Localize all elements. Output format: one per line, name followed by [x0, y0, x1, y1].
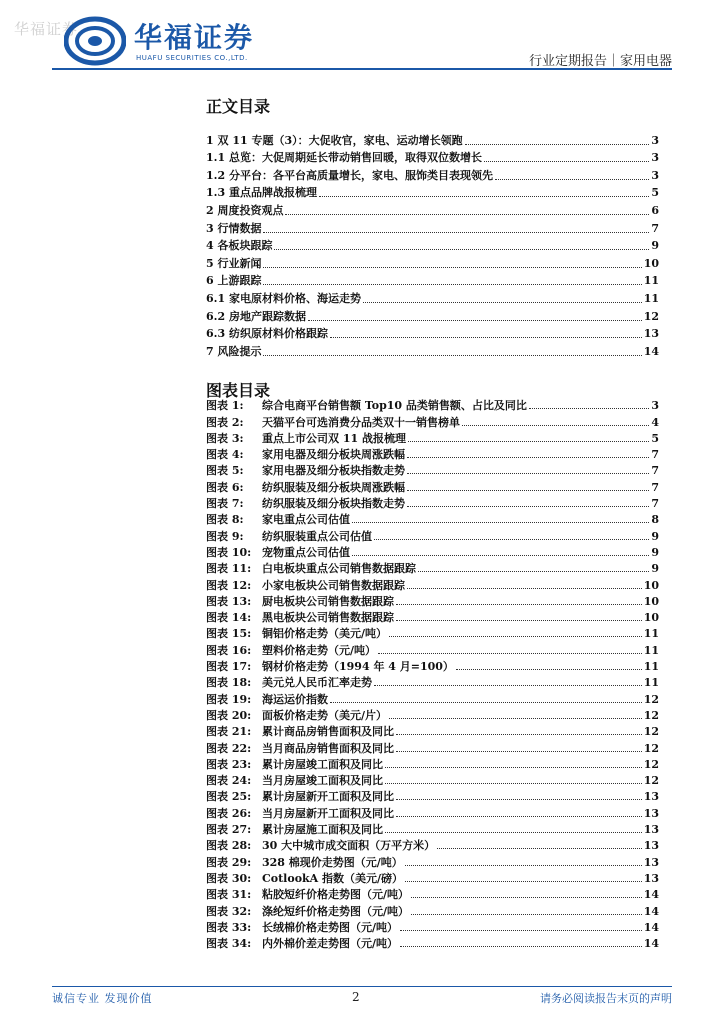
figure-entry[interactable] [206, 836, 659, 852]
footer-slogan: 诚信专业 发现价值 [52, 992, 153, 1005]
figure-entry-page: 11 [643, 627, 659, 641]
figure-entry[interactable] [206, 755, 659, 771]
figure-entry-page: 8 [651, 513, 659, 527]
figure-leader-dots [396, 816, 642, 817]
figure-entry[interactable] [206, 803, 659, 819]
toc-entry-page: 6 [651, 203, 659, 217]
toc-leader-dots [263, 232, 649, 233]
figure-entry[interactable] [206, 575, 659, 591]
figure-entry-text: 综合电商平台销售额 Top10 品类销售额、占比及同比 [262, 399, 527, 413]
figure-entry[interactable] [206, 429, 659, 445]
figure-entry-page: 11 [643, 660, 659, 674]
figure-entry-label: 图表 12: [206, 578, 252, 592]
figure-entry-label: 图表 2: [206, 415, 244, 429]
figure-entry-label: 图表 33: [206, 920, 252, 934]
toc-entry-page: 12 [643, 309, 659, 323]
figure-entry[interactable] [206, 869, 659, 885]
figure-entry-text: CotlookA 指数（美元/磅） [262, 871, 404, 885]
figure-entry-text: 累计房屋竣工面积及同比 [262, 757, 383, 771]
figure-entry[interactable] [206, 738, 659, 754]
figure-entry-page: 4 [651, 415, 659, 429]
figure-entry-label: 图表 30: [206, 871, 252, 885]
figure-entry[interactable] [206, 445, 659, 461]
figure-entry-text: 328 棉现价走势图（元/吨） [262, 855, 403, 869]
figure-entry-label: 图表 26: [206, 806, 252, 820]
figure-leader-dots [407, 588, 642, 589]
footer-divider [52, 986, 672, 987]
figure-leader-dots [396, 799, 642, 800]
figure-entry-text: 30 大中城市成交面积（万平方米） [262, 839, 436, 853]
figure-leader-dots [400, 930, 642, 931]
toc-entry-text: 7 风险提示 [206, 344, 262, 358]
toc-leader-dots [363, 302, 642, 303]
header-divider [52, 68, 672, 70]
figure-entry-page: 12 [643, 725, 659, 739]
figure-entry-page: 13 [643, 855, 659, 869]
figure-entry[interactable] [206, 526, 659, 542]
figure-leader-dots [396, 734, 642, 735]
figure-entry-label: 图表 29: [206, 855, 252, 869]
figure-leader-dots [405, 881, 642, 882]
figure-leader-dots [462, 425, 649, 426]
figure-entry-label: 图表 23: [206, 757, 252, 771]
figure-entry-label: 图表 11: [206, 562, 252, 576]
figure-entry[interactable] [206, 543, 659, 559]
figure-leader-dots [385, 832, 642, 833]
toc-entry-page: 11 [643, 291, 659, 305]
figure-entry[interactable] [206, 510, 659, 526]
figure-leader-dots [378, 653, 642, 654]
figure-entry-page: 9 [651, 529, 659, 543]
figure-entry-page: 12 [643, 692, 659, 706]
figure-entry-page: 7 [651, 497, 659, 511]
figure-entry-text: 家电重点公司估值 [262, 513, 350, 527]
figure-entry[interactable] [206, 722, 659, 738]
figure-entry[interactable] [206, 820, 659, 836]
figure-entry-text: 当月房屋竣工面积及同比 [262, 774, 383, 788]
figure-entry[interactable] [206, 934, 659, 950]
figure-entry[interactable] [206, 787, 659, 803]
toc-entry[interactable] [206, 218, 659, 236]
figure-entry-text: 当月商品房销售面积及同比 [262, 741, 394, 755]
figure-leader-dots [456, 669, 642, 670]
figure-entry-label: 图表 21: [206, 725, 252, 739]
figure-entry-label: 图表 18: [206, 676, 252, 690]
toc-entry[interactable] [206, 165, 659, 183]
toc-leader-dots [484, 161, 649, 162]
figure-entry-page: 13 [643, 839, 659, 853]
watermark-text: 华福证券 [14, 20, 79, 38]
figure-entry-page: 12 [643, 757, 659, 771]
toc-entry-text: 1.1 总览：大促周期延长带动销售回暖，取得双位数增长 [206, 151, 482, 165]
figure-entry-label: 图表 9: [206, 529, 244, 543]
figure-leader-dots [418, 571, 649, 572]
figure-leader-dots [374, 685, 642, 686]
logo-swirl-icon [64, 16, 126, 66]
toc-entry-text: 6.1 家电原材料价格、海运走势 [206, 291, 361, 305]
toc-entry-text: 2 周度投资观点 [206, 203, 284, 217]
figure-entry-text: 美元兑人民币汇率走势 [262, 676, 372, 690]
figure-entry[interactable] [206, 592, 659, 608]
figure-entry-page: 13 [643, 823, 659, 837]
figure-entry-label: 图表 10: [206, 545, 252, 559]
figure-leader-dots [396, 620, 642, 621]
figure-entry[interactable] [206, 852, 659, 868]
figure-entry[interactable] [206, 608, 659, 624]
page-number: 2 [352, 990, 360, 1004]
figure-entry-text: 小家电板块公司销售数据跟踪 [262, 578, 405, 592]
figure-entry-page: 12 [643, 774, 659, 788]
toc-leader-dots [274, 249, 649, 250]
figure-entry[interactable] [206, 412, 659, 428]
figure-entry-label: 图表 14: [206, 611, 252, 625]
figure-leader-dots [529, 408, 649, 409]
figure-entry[interactable] [206, 657, 659, 673]
figure-entry-label: 图表 24: [206, 774, 252, 788]
toc-entry-page: 14 [643, 344, 659, 358]
figure-entry-page: 5 [651, 431, 659, 445]
figure-entry-label: 图表 5: [206, 464, 244, 478]
footer-disclaimer: 请务必阅读报告末页的声明 [540, 992, 672, 1005]
figure-entry-text: 黑电板块公司销售数据跟踪 [262, 611, 394, 625]
figure-entry[interactable] [206, 673, 659, 689]
figure-entry[interactable] [206, 640, 659, 656]
figure-entry-label: 图表 17: [206, 660, 252, 674]
figure-entry-page: 11 [643, 643, 659, 657]
toc-entry-text: 4 各板块跟踪 [206, 239, 273, 253]
figure-entry-label: 图表 3: [206, 431, 244, 445]
figures-title: 图表目录 [206, 381, 271, 400]
figure-entry[interactable] [206, 477, 659, 493]
logo-english-name: HUAFU SECURITIES CO.,LTD. [136, 54, 248, 62]
figure-entry[interactable] [206, 706, 659, 722]
figure-entry-text: 涤纶短纤价格走势图（元/吨） [262, 904, 410, 918]
figure-entry-label: 图表 15: [206, 627, 252, 641]
figure-leader-dots [411, 914, 642, 915]
figure-leader-dots [352, 555, 649, 556]
toc-entry[interactable] [206, 306, 659, 324]
figure-entry-text: 宠物重点公司估值 [262, 545, 350, 559]
toc-title: 正文目录 [206, 97, 271, 116]
figure-entry-page: 12 [643, 741, 659, 755]
figure-leader-dots [396, 604, 642, 605]
figure-entry-text: 粘胶短纤价格走势图（元/吨） [262, 888, 410, 902]
toc-entry-text: 1.3 重点品牌战报梳理 [206, 186, 317, 200]
figure-entry-label: 图表 20: [206, 708, 252, 722]
toc-entry[interactable] [206, 200, 659, 218]
figure-entry-page: 14 [643, 937, 659, 951]
figure-leader-dots [437, 848, 642, 849]
figure-entry-page: 14 [643, 920, 659, 934]
figure-entry-label: 图表 31: [206, 888, 252, 902]
figure-entry-page: 9 [651, 562, 659, 576]
figure-entry[interactable] [206, 918, 659, 934]
toc-leader-dots [308, 320, 642, 321]
toc-entry-text: 6.2 房地产跟踪数据 [206, 309, 306, 323]
figure-entry-label: 图表 7: [206, 497, 244, 511]
figure-entry[interactable] [206, 885, 659, 901]
figure-entry-text: 纺织服装及细分板块指数走势 [262, 497, 405, 511]
toc-entry-text: 3 行情数据 [206, 221, 262, 235]
figure-leader-dots [407, 490, 649, 491]
toc-leader-dots [263, 284, 641, 285]
toc-entry-page: 7 [651, 221, 659, 235]
toc-entry-page: 11 [643, 274, 659, 288]
toc-entry[interactable] [206, 236, 659, 254]
toc-entry-text: 6.3 纺织原材料价格跟踪 [206, 327, 328, 341]
toc-entry-page: 5 [651, 186, 659, 200]
figure-entry-text: 累计房屋新开工面积及同比 [262, 790, 394, 804]
figure-leader-dots [407, 473, 649, 474]
figure-entry-text: 当月房屋新开工面积及同比 [262, 806, 394, 820]
figure-entry-page: 7 [651, 480, 659, 494]
figure-entry[interactable] [206, 494, 659, 510]
figure-entry-label: 图表 13: [206, 594, 252, 608]
figure-leader-dots [389, 636, 642, 637]
figure-entry-label: 图表 27: [206, 823, 252, 837]
figure-entry-label: 图表 1: [206, 399, 244, 413]
figure-entry[interactable] [206, 771, 659, 787]
figure-entry[interactable] [206, 559, 659, 575]
toc-entry[interactable] [206, 183, 659, 201]
figure-entry-text: 天猫平台可选消费分品类双十一销售榜单 [262, 415, 460, 429]
toc-entry[interactable] [206, 130, 659, 148]
toc-entry-page: 10 [643, 256, 659, 270]
toc-entry[interactable] [206, 271, 659, 289]
figure-leader-dots [405, 865, 642, 866]
figure-entry[interactable] [206, 624, 659, 640]
figure-entry-text: 塑料价格走势（元/吨） [262, 643, 377, 657]
toc-leader-dots [285, 214, 649, 215]
figure-entry-text: 纺织服装及细分板块周涨跌幅 [262, 480, 405, 494]
figure-leader-dots [330, 702, 642, 703]
toc-leader-dots [330, 337, 642, 338]
toc-leader-dots [263, 267, 641, 268]
figure-entry-page: 10 [643, 594, 659, 608]
figure-entry[interactable] [206, 689, 659, 705]
figure-entry-label: 图表 4: [206, 448, 244, 462]
toc-leader-dots [495, 179, 649, 180]
figure-entry[interactable] [206, 461, 659, 477]
toc-entry[interactable] [206, 288, 659, 306]
toc-entry[interactable] [206, 148, 659, 166]
toc-entry[interactable] [206, 341, 659, 359]
figure-entry-text: 内外棉价差走势图（元/吨） [262, 937, 399, 951]
toc-entry[interactable] [206, 324, 659, 342]
toc-entry-text: 5 行业新闻 [206, 256, 262, 270]
figure-entry[interactable] [206, 396, 659, 412]
toc-entry-page: 9 [651, 239, 659, 253]
figure-entry-text: 家用电器及细分板块周涨跌幅 [262, 448, 405, 462]
figure-entry-label: 图表 32: [206, 904, 252, 918]
figure-entry-label: 图表 28: [206, 839, 252, 853]
figure-entry-label: 图表 19: [206, 692, 252, 706]
figure-entry-page: 13 [643, 871, 659, 885]
figure-entry-page: 7 [651, 448, 659, 462]
figure-entry-label: 图表 34: [206, 937, 252, 951]
figure-leader-dots [396, 751, 642, 752]
toc-entry-page: 3 [651, 133, 659, 147]
toc-entry-page: 13 [643, 327, 659, 341]
figure-entry[interactable] [206, 901, 659, 917]
figure-leader-dots [411, 897, 642, 898]
toc-leader-dots [263, 355, 641, 356]
figure-entry-page: 10 [643, 611, 659, 625]
logo-chinese-name: 华福证券 [134, 21, 255, 54]
toc-entry-text: 1 双 11 专题（3）：大促收官，家电、运动增长领跑 [206, 133, 463, 147]
figure-entry-page: 3 [651, 399, 659, 413]
figure-leader-dots [385, 767, 642, 768]
figure-entry-text: 面板价格走势（美元/片） [262, 708, 388, 722]
toc-list [206, 130, 659, 359]
figure-entry-text: 纺织服装重点公司估值 [262, 529, 372, 543]
figure-entry-text: 重点上市公司双 11 战报梳理 [262, 431, 406, 445]
figure-entry-text: 累计房屋施工面积及同比 [262, 823, 383, 837]
figure-entry-text: 厨电板块公司销售数据跟踪 [262, 594, 394, 608]
toc-entry-text: 1.2 分平台：各平台高质量增长，家电、服饰类目表现领先 [206, 168, 493, 182]
figure-entry-text: 家用电器及细分板块指数走势 [262, 464, 405, 478]
figure-entry-page: 14 [643, 888, 659, 902]
toc-entry-page: 3 [651, 168, 659, 182]
figure-entry-text: 海运运价指数 [262, 692, 328, 706]
figure-entry-page: 12 [643, 708, 659, 722]
toc-leader-dots [465, 144, 650, 145]
figure-entry-page: 14 [643, 904, 659, 918]
report-type: 行业定期报告｜家用电器 [528, 54, 672, 69]
figure-entry-label: 图表 22: [206, 741, 252, 755]
figure-leader-dots [389, 718, 642, 719]
figure-entry-page: 10 [643, 578, 659, 592]
figure-entry-text: 长绒棉价格走势图（元/吨） [262, 920, 399, 934]
figure-leader-dots [352, 522, 649, 523]
figure-leader-dots [407, 506, 649, 507]
figure-entry-text: 白电板块重点公司销售数据跟踪 [262, 562, 416, 576]
figure-leader-dots [400, 946, 642, 947]
figure-entry-page: 9 [651, 545, 659, 559]
figure-leader-dots [385, 783, 642, 784]
figure-entry-label: 图表 8: [206, 513, 244, 527]
figure-entry-label: 图表 25: [206, 790, 252, 804]
figure-entry-page: 7 [651, 464, 659, 478]
figure-entry-text: 累计商品房销售面积及同比 [262, 725, 394, 739]
figure-entry-label: 图表 6: [206, 480, 244, 494]
figure-entry-page: 13 [643, 790, 659, 804]
figure-leader-dots [407, 457, 649, 458]
toc-entry-text: 6 上游跟踪 [206, 274, 262, 288]
figure-entry-page: 11 [643, 676, 659, 690]
company-logo [64, 16, 264, 68]
figure-entry-text: 铜铝价格走势（美元/吨） [262, 627, 388, 641]
toc-entry-page: 3 [651, 151, 659, 165]
figure-leader-dots [408, 441, 649, 442]
toc-entry[interactable] [206, 253, 659, 271]
figure-entry-page: 13 [643, 806, 659, 820]
toc-leader-dots [319, 196, 649, 197]
figure-entry-label: 图表 16: [206, 643, 252, 657]
figure-leader-dots [374, 539, 649, 540]
figure-entry-text: 钢材价格走势（1994 年 4 月=100） [262, 660, 454, 674]
figures-list [206, 396, 659, 950]
